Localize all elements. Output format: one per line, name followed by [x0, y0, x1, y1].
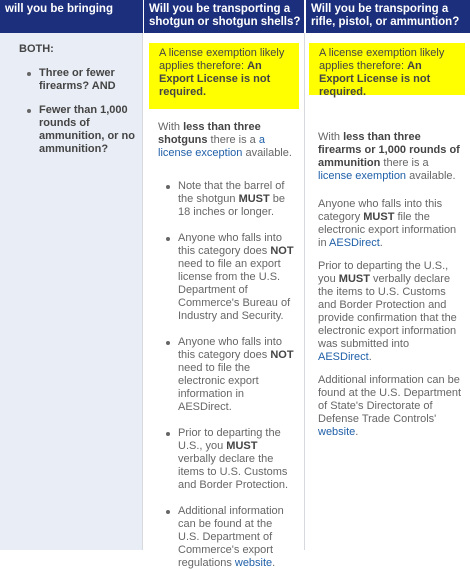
- bullet-icon: [27, 109, 31, 113]
- rifle-intro: With less than three firearms or 1,000 rounds of ammunition there is a license exemption available.: [318, 131, 460, 182]
- bullet-icon: [27, 72, 31, 76]
- notice-license-exemption: A license exemption likely applies therefore: An Export License is not required.: [149, 43, 299, 109]
- header-shotgun: Will you be transporting a shotgun or shotgun shells?: [143, 0, 304, 33]
- list-item: Additional information can be found at the U.S. Department of Commerce's export regulations website.: [178, 505, 296, 570]
- list-item: Note that the barrel of the shotgun MUST be 18 inches or longer.: [178, 180, 296, 219]
- column-rifle-pistol: [305, 33, 470, 550]
- list-item: Fewer than 1,000 rounds of ammunition, or no ammunition?: [39, 104, 137, 156]
- aesdirect-link[interactable]: AESDirect: [329, 237, 380, 249]
- both-label: BOTH:: [19, 43, 54, 55]
- commerce-website-link[interactable]: website: [234, 557, 273, 569]
- column-shotgun: [143, 33, 305, 569]
- license-exception-link[interactable]: a license exception: [158, 134, 265, 159]
- bullet-icon: [166, 237, 170, 241]
- aes-filing-paragraph: Anyone who falls into this category MUST file the electronic export information in AESDirect.: [318, 198, 457, 249]
- bullet-icon: [166, 432, 170, 436]
- header-rifle-pistol: Will you be transporing a rifle, pistol, or ammuntion?: [305, 0, 470, 33]
- column-bringing: [0, 33, 143, 550]
- license-exemption-link[interactable]: license exemption: [318, 170, 407, 182]
- list-item: Anyone who falls into this category does NOT need to file an export license from the U.S. Department of Commerce's Bureau of Industry and Security.: [178, 232, 296, 323]
- bringing-list: [39, 67, 137, 156]
- bullet-icon: [166, 185, 170, 189]
- list-item: Anyone who falls into this category does NOT need to file the electronic export information in AESDirect.: [178, 336, 296, 414]
- list-item: Prior to departing the U.S., you MUST verbally declare the items to U.S. Customs and Border Protection.: [178, 427, 296, 492]
- bullet-icon: [166, 510, 170, 514]
- additional-info-paragraph: Additional information can be found at the U.S. Department of State's Directorate of Defense Trade Controls' website.: [318, 374, 462, 438]
- state-website-link[interactable]: website: [318, 426, 356, 438]
- shotgun-intro: With less than three shotguns there is a a license exception available.: [158, 121, 292, 159]
- notice-license-exemption: A license exemption likely applies therefore: An Export License is not required.: [309, 43, 465, 95]
- list-item: Three or fewer firearms? AND: [39, 67, 137, 93]
- aesdirect-link[interactable]: AESDirect: [318, 351, 369, 363]
- bullet-icon: [166, 341, 170, 345]
- header-bringing: will you be bringing: [0, 0, 143, 33]
- declare-paragraph: Prior to departing the U.S., you MUST verbally declare the items to U.S. Customs and Border Protection and provide confirmation that the electronic export information was submitted into AESDirect.: [318, 260, 457, 363]
- shotgun-list: [178, 180, 296, 570]
